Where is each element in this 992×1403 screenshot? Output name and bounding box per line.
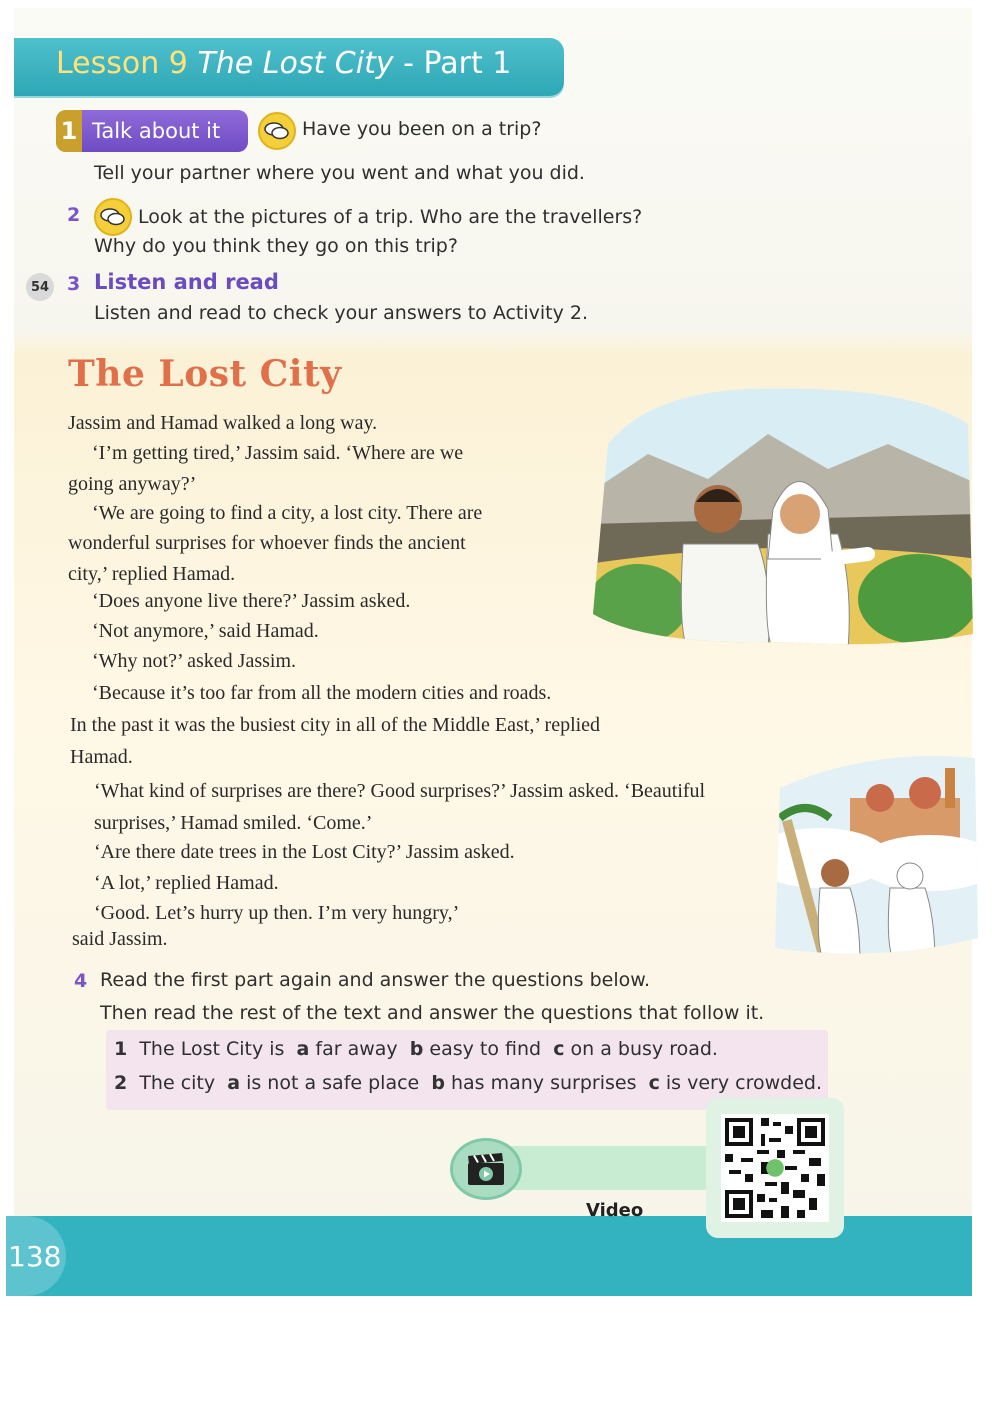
activity-4-line-1: Read the first part again and answer the questions below. bbox=[100, 969, 651, 991]
video-clapperboard-icon[interactable] bbox=[450, 1138, 522, 1200]
activity-3-number: 3 bbox=[67, 273, 81, 295]
story-line: In the past it was the busiest city in all of the Middle East,’ replied bbox=[70, 714, 601, 736]
story-line: ‘Are there date trees in the Lost City?’ Jassim asked. bbox=[94, 841, 515, 863]
story-line: ‘Does anyone live there?’ Jassim asked. bbox=[92, 590, 411, 612]
activity-2-line-1: Look at the pictures of a trip. Who are the travellers? bbox=[138, 206, 643, 228]
option-letter-c: c bbox=[648, 1072, 660, 1094]
listen-and-read-heading: Listen and read bbox=[94, 270, 279, 294]
speech-bubbles-icon bbox=[94, 198, 132, 236]
activity-1-number: 1 bbox=[56, 110, 82, 152]
talk-about-it-badge bbox=[56, 110, 248, 152]
activity-2-line-2: Why do you think they go on this trip? bbox=[94, 235, 458, 257]
lesson-header bbox=[14, 38, 564, 96]
activity-1-instruction: Tell your partner where you went and what you did. bbox=[94, 162, 585, 184]
story-line: ‘What kind of surprises are there? Good surprises?’ Jassim asked. ‘Beautiful bbox=[94, 780, 706, 802]
story-line: going anyway?’ bbox=[68, 473, 197, 495]
option-letter-a: a bbox=[227, 1072, 241, 1094]
question-stem: The Lost City is bbox=[139, 1038, 285, 1060]
story-line: city,’ replied Hamad. bbox=[68, 563, 236, 585]
page-number: 138 bbox=[6, 1216, 66, 1296]
qr-code-card[interactable] bbox=[706, 1098, 844, 1238]
option-c[interactable]: is very crowded. bbox=[665, 1072, 822, 1094]
option-a[interactable]: is not a safe place bbox=[246, 1072, 420, 1094]
option-b[interactable]: easy to find bbox=[429, 1038, 542, 1060]
story-line: ‘Good. Let’s hurry up then. I’m very hungry,’ bbox=[94, 902, 460, 924]
option-letter-b: b bbox=[409, 1038, 424, 1060]
story-line: ‘Because it’s too far from all the modern cities and roads. bbox=[92, 682, 552, 704]
story-line: wonderful surprises for whoever finds the ancient bbox=[68, 532, 466, 554]
story-line: ‘A lot,’ replied Hamad. bbox=[94, 872, 279, 894]
video-label: Video bbox=[586, 1200, 644, 1221]
story-line: Hamad. bbox=[70, 746, 133, 768]
story-line: ‘Why not?’ asked Jassim. bbox=[92, 650, 297, 672]
story-line: ‘I’m getting tired,’ Jassim said. ‘Where are we bbox=[92, 442, 464, 464]
activity-4-line-2: Then read the rest of the text and answer the questions that follow it. bbox=[100, 1002, 765, 1024]
story-title: The Lost City bbox=[68, 353, 342, 395]
speech-bubbles-icon bbox=[258, 112, 296, 150]
option-letter-b: b bbox=[431, 1072, 445, 1094]
story-line: surprises,’ Hamad smiled. ‘Come.’ bbox=[94, 812, 373, 834]
travellers-illustration bbox=[588, 384, 978, 649]
option-a[interactable]: far away bbox=[315, 1038, 398, 1060]
story-line: ‘Not anymore,’ said Hamad. bbox=[92, 620, 319, 642]
audio-track-badge[interactable]: 54 bbox=[26, 273, 54, 301]
talk-about-it-label: Talk about it bbox=[92, 119, 221, 143]
story-line: Jassim and Hamad walked a long way. bbox=[68, 412, 378, 434]
lesson-name: The Lost City bbox=[197, 46, 394, 81]
question-1 bbox=[114, 1038, 718, 1060]
story-line: ‘We are going to find a city, a lost city. There are bbox=[92, 502, 483, 524]
activity-3-instruction: Listen and read to check your answers to Activity 2. bbox=[94, 302, 589, 324]
activity-4-number: 4 bbox=[74, 970, 88, 992]
question-number: 1 bbox=[114, 1038, 128, 1060]
textbook-page bbox=[8, 8, 972, 1296]
option-letter-a: a bbox=[296, 1038, 310, 1060]
lesson-title bbox=[56, 46, 511, 81]
option-b[interactable]: has many surprises bbox=[450, 1072, 637, 1094]
activity-1-question: Have you been on a trip? bbox=[302, 118, 542, 140]
question-2 bbox=[114, 1072, 822, 1094]
lost-city-illustration bbox=[760, 748, 980, 963]
lesson-part: - Part 1 bbox=[403, 46, 512, 81]
story-line: said Jassim. bbox=[72, 928, 168, 950]
qr-code-icon bbox=[721, 1114, 829, 1222]
activity-2-number: 2 bbox=[67, 204, 81, 226]
option-letter-c: c bbox=[553, 1038, 565, 1060]
question-stem: The city bbox=[139, 1072, 216, 1094]
option-c[interactable]: on a busy road. bbox=[570, 1038, 718, 1060]
question-number: 2 bbox=[114, 1072, 128, 1094]
lesson-number: Lesson 9 bbox=[56, 46, 188, 81]
